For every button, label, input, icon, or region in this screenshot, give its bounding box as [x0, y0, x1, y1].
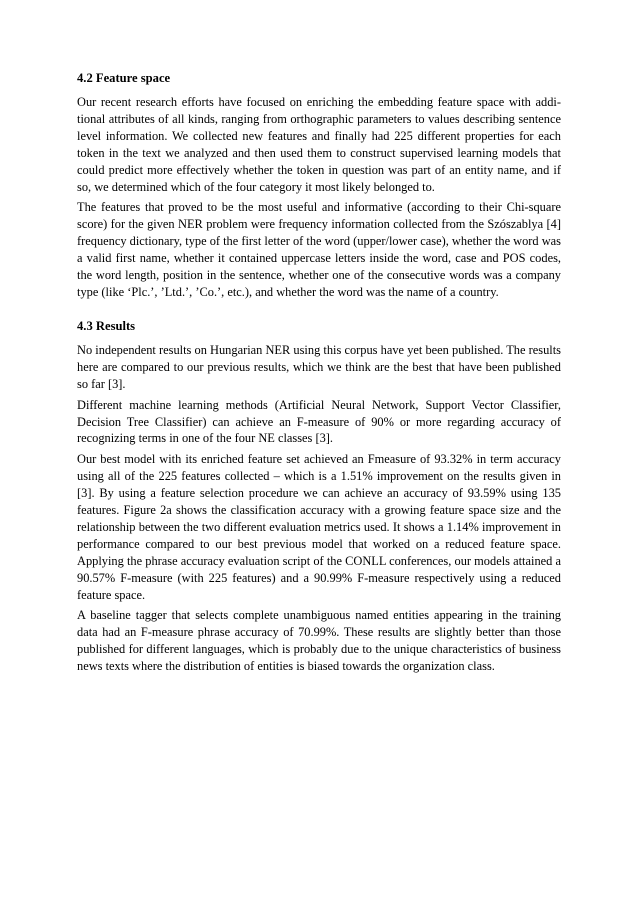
paragraph: A baseline tagger that selects complete unambiguous named entities appearing in the training data had an F-measure phrase accuracy of 70.99%. These results are slightly better than those published for different languages, which is probably due to the unique characteristics of business news texts where the distribution of entities is biased towards the organization class. — [77, 608, 561, 674]
section-heading: 4.2 Feature space — [77, 71, 171, 85]
section-feature-space — [77, 70, 561, 301]
section-results — [77, 318, 561, 675]
section-heading: 4.3 Results — [77, 318, 136, 333]
section-spacer — [77, 305, 561, 318]
paragraph: Our recent research efforts have focused on enriching the embedding feature space with additional attributes of all kinds, ranging from orthographic parameters to values describing sentence level information. We collected new features and finally had 225 different properties for each token in the text we analyzed and then used them to construct supervised learning models that could predict more effectively whether the token in question was part of an entity name, and if so, we determined which of the four category it most likely belonged to. — [77, 95, 561, 194]
paragraph: No independent results on Hungarian NER using this corpus have yet been published. The results here are compared to our previous results, which we think are the best that have been published so far [3]. — [77, 342, 561, 391]
document-page — [77, 70, 561, 679]
paragraph: The features that proved to be the most useful and informative (according to their Chi-square score) for the given NER problem were frequency information collected from the Szószablya [4] frequency dictionary, type of the first letter of the word (upper/lower case), whether the word was a valid first name, whether it contained uppercase letters inside the word, case and POS codes, the word length, position in the sentence, whether one of the consecutive words was a company type (like ‘Plc.’, ’Ltd.’, ’Co.’, etc.), and whether the word was the name of a country. — [77, 200, 561, 299]
paragraph: Different machine learning methods (Artificial Neural Network, Support Vector Classifier, Decision Tree Classifier) can achieve an F-measure of 90% or more regarding accuracy of recognizing terms in one of the four NE classes [3]. — [77, 397, 561, 446]
paragraph: Our best model with its enriched feature set achieved an Fmeasure of 93.32% in term accuracy using all of the 225 features collected – which is a 1.51% improvement on the results given in [3]. By using a feature selection procedure we can achieve an accuracy of 93.59% using 135 features. Figure 2a shows the classification accuracy with a growing feature space size and the relationship between the two different evaluation metrics used. It shows a 1.14% improvement in performance compared to our best previous model that worked on a reduced feature space. Applying the phrase accuracy evaluation script of the CONLL conferences, our models attained a 90.57% F-measure (with 225 features) and a 90.99% F-measure respectively using a reduced feature space. — [77, 452, 561, 602]
